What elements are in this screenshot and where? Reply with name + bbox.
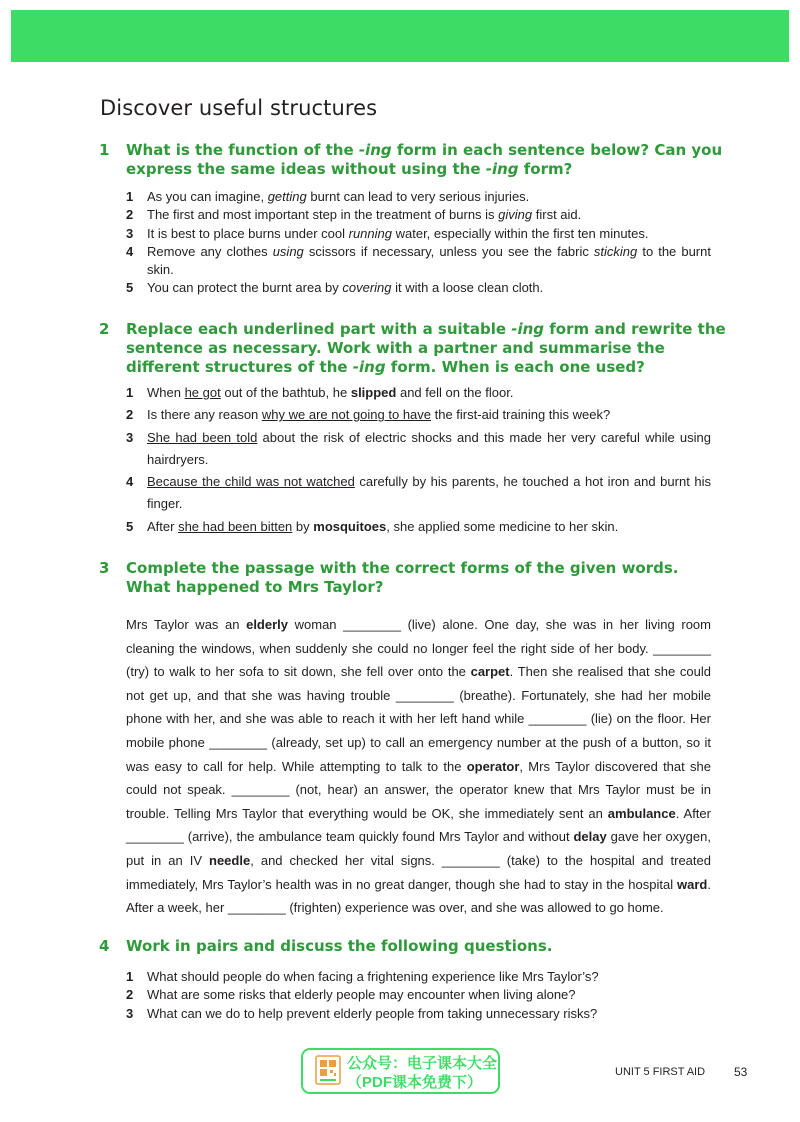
question-item: 3 What can we do to help prevent elderly people from taking unnecessary risks?	[126, 1005, 598, 1021]
sentence-item: 4 Remove any clothes using scissors if necessary, unless you see the fabric sticking to the burnt skin.	[126, 243, 711, 278]
sentence-item: 1 As you can imagine, getting burnt can lead to very serious injuries.	[126, 189, 530, 204]
sentence-item: 2 Is there any reason why we are not going to have the first-aid training this week?	[126, 407, 611, 423]
section-1-title: What is the function of the -ing form in each sentence below? Can you express the same ideas without using the -ing form?	[126, 141, 723, 178]
sentence-item: 4 Because the child was not watched carefully by his parents, he touched a hot iron and burnt his finger.	[126, 474, 711, 512]
sentence-item: 1 When he got out of the bathtub, he slipped and fell on the floor.	[126, 385, 514, 400]
page-heading: Discover useful structures	[100, 96, 378, 120]
section-3-number: 3	[99, 559, 110, 577]
sentence-item: 5 After she had been bitten by mosquitoes, she applied some medicine to her skin.	[126, 518, 619, 534]
question-item: 1 What should people do when facing a frightening experience like Mrs Taylor’s?	[126, 969, 599, 984]
footer-unit-label: UNIT 5 FIRST AID	[615, 1066, 706, 1078]
sentence-item: 2 The first and most important step in the treatment of burns is giving first aid.	[126, 207, 582, 223]
section-2-sentence-list	[126, 382, 711, 538]
page-number: 53	[734, 1065, 748, 1079]
section-2-title: Replace each underlined part with a suitable -ing form and rewrite the sentence as necessary. Work with a partner and summarise the different structures of the -ing form. When is each one used?	[126, 320, 726, 376]
sentence-item: 5 You can protect the burnt area by covering it with a loose clean cloth.	[126, 280, 544, 296]
section-1-number: 1	[99, 141, 110, 159]
section-4-number: 4	[99, 937, 110, 955]
cloze-passage: Mrs Taylor was an elderly woman ________ (live) alone. One day, she was in her living room cleaning the windows, when suddenly she could no longer feel the right side of her body. ________ (try) to walk to her sofa to sit down, she fell over onto the carpet. Then she realised that she could not get up, and that she was having trouble ________ (breathe). Fortunately, she had her mobile phone with her, and she was able to reach it with her left hand while ________ (lie) on the floor. Her mobile phone ________ (already, set up) to call an emergency number at the push of a button, so it was easy to call for help. While attempting to talk to the operator, Mrs Taylor discovered that she could not speak. ________ (not, hear) an answer, the operator knew that Mrs Taylor must be in trouble. Telling Mrs Taylor that everything would be OK, she immediately sent an ambulance. After ________ (arrive), the ambulance team quickly found Mrs Taylor and without delay gave her oxygen, put in an IV needle, and checked her vital signs. ________ (take) to the hospital and treated immediately, Mrs Taylor’s health was in no great danger, though she had to stay in the hospital ward. After a week, her ________ (frighten) experience was over, and she was allowed to go home.	[126, 617, 711, 916]
badge-line-2: （PDF课本免费下）	[347, 1074, 483, 1091]
qr-code-icon	[315, 1055, 341, 1085]
section-4-question-list	[126, 968, 711, 1023]
sentence-item: 3 She had been told about the risk of electric shocks and this made her very careful while using hairdryers.	[126, 429, 712, 467]
sentence-item: 3 It is best to place burns under cool running water, especially within the first ten minutes.	[126, 225, 649, 241]
section-3-title: Complete the passage with the correct forms of the given words. What happened to Mrs Taylor?	[126, 559, 679, 596]
badge-line-1: 公众号：电子课本大全	[347, 1055, 498, 1072]
question-item: 2 What are some risks that elderly people may encounter when living alone?	[126, 987, 576, 1003]
section-4-title: Work in pairs and discuss the following questions.	[126, 937, 553, 955]
watermark-badge	[301, 1048, 500, 1094]
header-color-bar	[11, 10, 789, 62]
section-1-sentence-list	[126, 188, 711, 298]
section-2-number: 2	[99, 320, 110, 338]
